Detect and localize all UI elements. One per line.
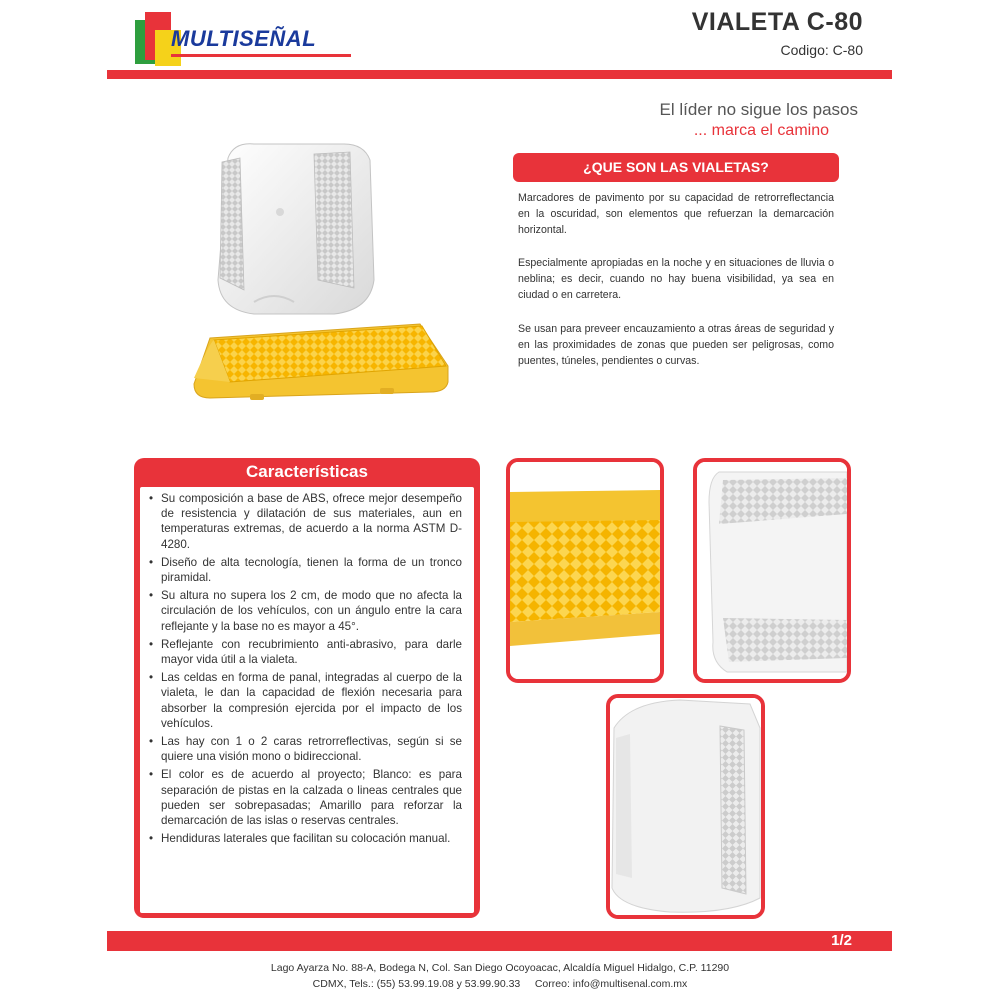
- bullet: •: [149, 492, 154, 505]
- list-item: [149, 637, 462, 667]
- slogan-line-2: ... marca el camino: [693, 122, 829, 139]
- list-item: [149, 831, 462, 846]
- white-vialeta-image: [214, 140, 380, 318]
- que-son-paragraph-1: Marcadores de pavimento por su capacidad de retrorreflectancia en la oscuridad, son elementos que refuerzan la demarcación horizontal.: [518, 192, 834, 236]
- list-item-text: Su composición a base de ABS, ofrece mejor desempeño de resistencia y dilatación de sus materiales, aun en temperaturas extremas, de acuerdo a la norma ASTM D-4280.: [161, 492, 462, 551]
- company-logo: [135, 12, 360, 66]
- yellow-vialeta-closeup-frame: [506, 458, 664, 683]
- logo-text: MULTISEÑAL: [171, 26, 317, 51]
- product-code: Codigo: C-80: [780, 42, 863, 58]
- list-item-text: Hendiduras laterales que facilitan su colocación manual.: [161, 832, 451, 846]
- bullet: •: [149, 555, 154, 569]
- list-item: [149, 767, 462, 828]
- list-item-text: Su altura no supera los 2 cm, de modo que no afecta la circulación de los vehículos, con un ángulo entre la cara reflejante y la base no es mayor a 45°.: [161, 589, 462, 633]
- white-vialeta-side-frame: [606, 694, 765, 919]
- bullet: •: [149, 671, 154, 685]
- que-son-heading: ¿QUE SON LAS VIALETAS?: [513, 153, 839, 182]
- list-item-text: El color es de acuerdo al proyecto; Blanco: es para separación de pistas en la calzada o lineas centrales que pueden ser sobrepasadas; Amarillo para reforzar la demarcación de las islas o reservas centrales.: [161, 768, 462, 828]
- list-item: [149, 734, 462, 764]
- que-son-paragraph-3: Se usan para preveer encauzamiento a otras áreas de seguridad y en las proximidades de zonas que pueden ser peligrosas, como puentes, túneles, pendientes o curvas.: [518, 323, 834, 367]
- caracteristicas-list: [149, 491, 462, 849]
- white-vialeta-side-image: [610, 698, 761, 915]
- logo-underline: [171, 54, 351, 57]
- footer-address-line-2: CDMX, Tels.: (55) 53.99.19.08 y 53.99.90.33 Correo: info@multisenal.com.mx: [312, 978, 688, 990]
- yellow-vialeta-closeup-image: [510, 462, 660, 679]
- footer-bar: [107, 931, 892, 951]
- list-item-text: Reflejante con recubrimiento anti-abrasivo, para darle mayor vida útil a la vialeta.: [161, 637, 462, 667]
- bullet: •: [149, 589, 154, 603]
- bullet: •: [149, 832, 154, 846]
- yellow-vialeta-image: [190, 318, 452, 404]
- list-item-text: Diseño de alta tecnología, tienen la forma de un tronco piramidal.: [161, 555, 462, 585]
- page-number: 1/2: [831, 932, 852, 949]
- list-item: [149, 491, 462, 552]
- white-vialeta-closeup-image: [697, 462, 847, 679]
- bullet: •: [149, 735, 154, 749]
- document-title: VIALETA C-80: [691, 8, 863, 36]
- slogan-line-1: El líder no sigue los pasos: [659, 100, 858, 119]
- white-vialeta-closeup-frame: [693, 458, 851, 683]
- list-item: [149, 670, 462, 731]
- bullet: •: [149, 637, 154, 651]
- que-son-paragraph-2: Especialmente apropiadas en la noche y en situaciones de lluvia o neblina; es decir, cuando no hay buena visibilidad, ya sea en ciudad o en carretera.: [518, 257, 834, 301]
- list-item: [149, 588, 462, 634]
- list-item-text: Las hay con 1 o 2 caras retrorreflectivas, según si se quiere una visión mono o bidireccional.: [161, 735, 462, 764]
- caracteristicas-heading: Características: [246, 462, 368, 481]
- footer-address-line-1: Lago Ayarza No. 88-A, Bodega N, Col. San Diego Ocoyoacac, Alcaldía Miguel Hidalgo, C.P. 11290: [270, 962, 730, 974]
- list-item-text: Las celdas en forma de panal, integradas al cuerpo de la vialeta, le dan la capacidad de flexión necesaria para absorber la compresión ejercida por el impacto de los vehículos.: [161, 671, 462, 730]
- list-item: [149, 555, 462, 585]
- bullet: •: [149, 768, 154, 782]
- header-divider-bar: [107, 70, 892, 79]
